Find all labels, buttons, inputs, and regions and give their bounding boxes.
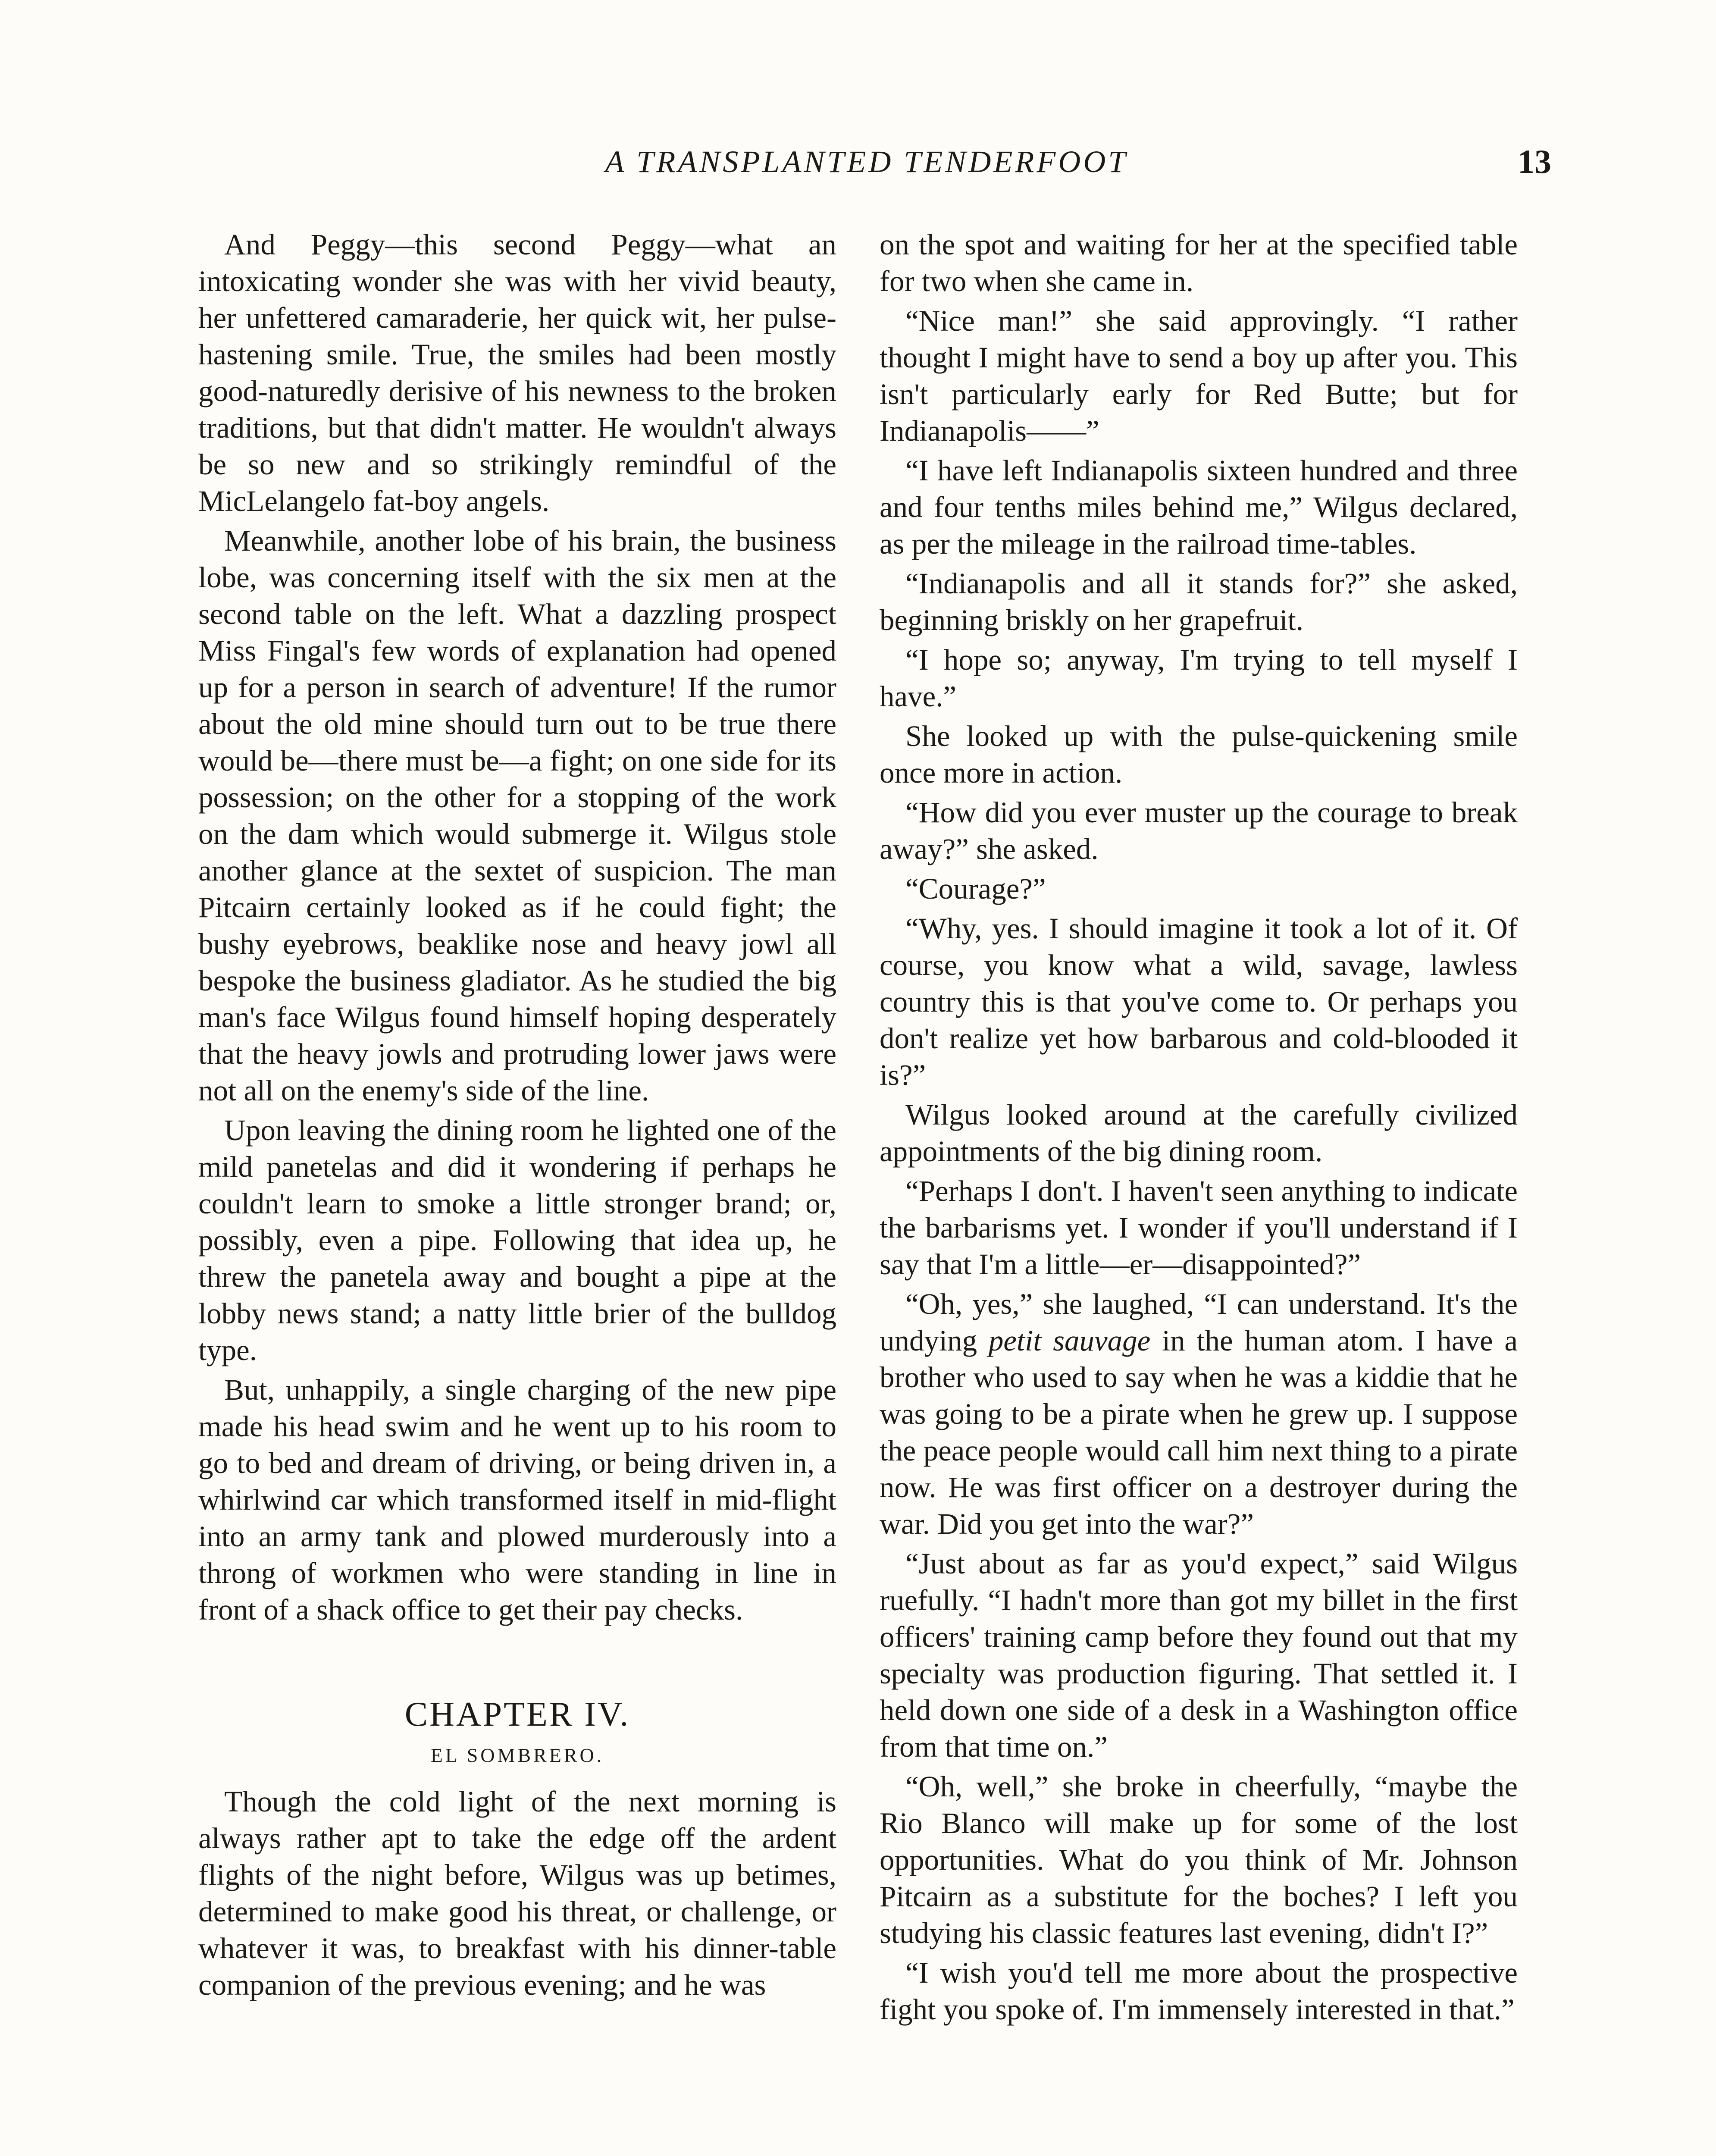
text-run: “Oh, yes,” she laughed, “I can understand. It's the undying <box>880 1288 1518 1357</box>
paragraph: And Peggy—this second Peggy—what an intoxicating wonder she was with her vivid beauty, her unfettered camaraderie, her quick wit, her pulse-hastening smile. True, the smiles had been mostly good-naturedly derisive of his newness to the broken traditions, but that didn't matter. He wouldn't always be so new and so strikingly remindful of the MicLelangelo fat-boy angels. <box>198 228 836 517</box>
paragraph: But, unhappily, a single charging of the new pipe made his head swim and he went up to his room to go to bed and dream of driving, or being driven in, a whirlwind car which transformed itself in mid-flight into an army tank and plowed murderously into a throng of workmen who were standing in line in front of a shack office to get their pay checks. <box>198 1373 836 1626</box>
paragraph-petit-sauvage <box>880 1286 1518 1542</box>
paragraph: Upon leaving the dining room he lighted one of the mild panetelas and did it wondering if perhaps he couldn't learn to smoke a little stronger brand; or, possibly, even a pipe. Following that idea up, he threw the panetela away and bought a pipe at the lobby news stand; a natty little brier of the bulldog type. <box>198 1114 836 1366</box>
chapter-subtitle: EL SOMBRERO. <box>430 1744 604 1766</box>
paragraph-continuation: on the spot and waiting for her at the specified table for two when she came in. <box>880 228 1518 298</box>
paragraph: “Courage?” <box>905 872 1046 905</box>
paragraph: “Why, yes. I should imagine it took a lot of it. Of course, you know what a wild, savage, lawless country this is that you've come to. Or perhaps you don't realize yet how barbarous and cold-blooded it is?” <box>880 912 1518 1091</box>
paragraph: “I wish you'd tell me more about the prospective fight you spoke of. I'm immensely interested in that.” <box>880 1956 1518 2026</box>
paragraph: “Nice man!” she said approvingly. “I rather thought I might have to send a boy up after you. This isn't particularly early for Red Butte; but for Indianapolis——” <box>880 304 1518 447</box>
text-run: in the human atom. I have a brother who used to say when he was a kiddie that he was going to be a pirate when he grew up. I suppose the peace people would call him next thing to a pirate now. He was first officer on a destroyer during the war. Did you get into the war?” <box>880 1324 1518 1540</box>
italic-phrase: petit sauvage <box>988 1324 1151 1357</box>
paragraph: Wilgus looked around at the carefully civilized appointments of the big dining room. <box>880 1098 1518 1168</box>
paragraph: “Oh, well,” she broke in cheerfully, “maybe the Rio Blanco will make up for some of the lost opportunities. What do you think of Mr. Johnson Pitcairn as a substitute for the boches? I left you studying his classic features last evening, didn't I?” <box>880 1770 1518 1949</box>
paragraph: “I have left Indianapolis sixteen hundred and three and four tenths miles behind me,” Wilgus declared, as per the mileage in the railroad time-tables. <box>880 454 1518 560</box>
page-number: 13 <box>1518 143 1551 180</box>
left-column <box>198 226 836 2006</box>
running-title: A TRANSPLANTED TENDERFOOT <box>605 144 1128 179</box>
paragraph: Meanwhile, another lobe of his brain, the business lobe, was concerning itself with the six men at the second table on the left. What a dazzling prospect Miss Fingal's few words of explanation had opened up for a person in search of adventure! If the rumor about the old mine should turn out to be true there would be—there must be—a fight; on one side for its possession; on the other for a stopping of the work on the dam which would submerge it. Wilgus stole another glance at the sextet of suspicion. The man Pitcairn certainly looked as if he could fight; the bushy eyebrows, beaklike nose and heavy jowl all bespoke the business gladiator. As he studied the big man's face Wilgus found himself hoping desperately that the heavy jowls and protruding lower jaws were not all on the enemy's side of the line. <box>198 524 836 1107</box>
right-column <box>880 226 1518 2031</box>
paragraph: “How did you ever muster up the courage to break away?” she asked. <box>880 796 1518 865</box>
chapter-heading: CHAPTER IV. <box>404 1695 630 1733</box>
paragraph: “I hope so; anyway, I'm trying to tell myself I have.” <box>880 643 1518 713</box>
paragraph: Though the cold light of the next morning is always rather apt to take the edge off the ardent flights of the night before, Wilgus was up betimes, determined to make good his threat, or challenge, or whatever it was, to breakfast with his dinner-table companion of the previous evening; and he was <box>198 1785 836 2001</box>
paragraph: “Indianapolis and all it stands for?” she asked, beginning briskly on her grapefruit. <box>880 567 1518 636</box>
paragraph: “Perhaps I don't. I haven't seen anything to indicate the barbarisms yet. I wonder if you'll understand if I say that I'm a little—er—disappointed?” <box>880 1175 1518 1281</box>
paragraph: “Just about as far as you'd expect,” said Wilgus ruefully. “I hadn't more than got my billet in the first officers' training camp before they found out that my specialty was production figuring. That settled it. I held down one side of a desk in a Washington office from that time on.” <box>880 1547 1518 1763</box>
paragraph: She looked up with the pulse-quickening smile once more in action. <box>880 720 1518 789</box>
